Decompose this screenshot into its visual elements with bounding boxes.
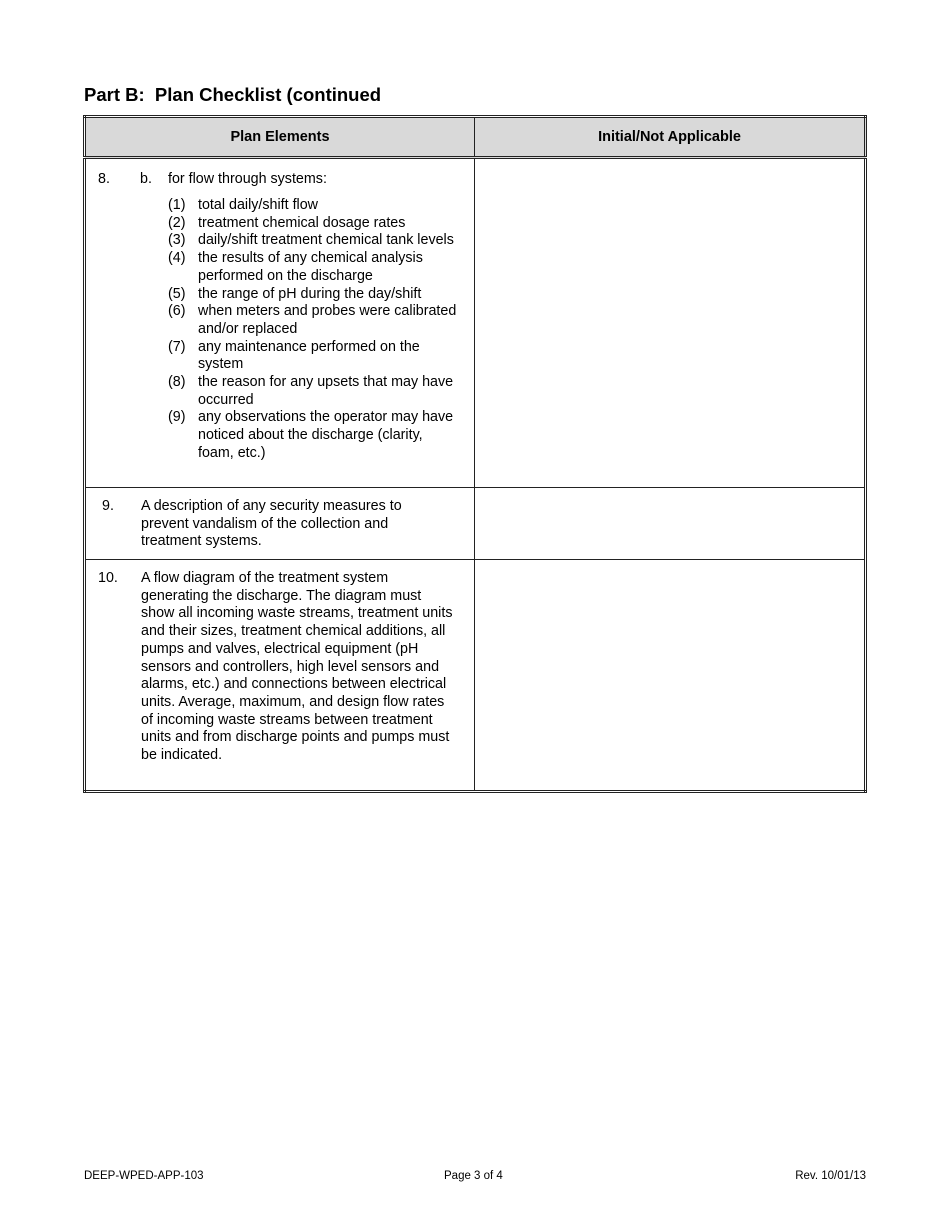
table-row bbox=[85, 158, 866, 488]
plan-element-cell bbox=[85, 488, 475, 560]
initial-header: Initial/Not Applicable bbox=[475, 117, 866, 158]
item-description: A flow diagram of the treatment system generating the discharge. The diagram must show all incoming waste streams, treatment units and their sizes, treatment chemical additions, all pumps and valves, electrical equipment (pH sensors and controllers, high level sensors and alarms, etc.) and connections between electrical units. Average, maximum, and design flow rates of incoming waste streams between treatment units and from discharge points and pumps must be indicated. bbox=[141, 570, 453, 764]
list-item: (7) any maintenance performed on the system bbox=[168, 338, 420, 373]
plan-element-cell bbox=[85, 560, 475, 792]
revision-date: Rev. 10/01/13 bbox=[795, 1170, 866, 1182]
list-item: (6) when meters and probes were calibrated and/or replaced bbox=[168, 303, 457, 337]
list-item: (1) total daily/shift flow bbox=[168, 197, 318, 213]
table-row bbox=[85, 560, 866, 792]
form-id: DEEP-WPED-APP-103 bbox=[84, 1170, 204, 1182]
list-item: (2) treatment chemical dosage rates bbox=[168, 214, 406, 231]
initial-cell[interactable] bbox=[475, 158, 866, 488]
list-item: (8) the reason for any upsets that may have occurred bbox=[168, 374, 454, 408]
initial-cell[interactable] bbox=[475, 488, 866, 560]
plan-elements-header: Plan Elements bbox=[85, 117, 475, 158]
plan-element-cell bbox=[85, 158, 475, 488]
flow-through-list bbox=[168, 197, 458, 463]
initial-cell[interactable] bbox=[475, 560, 866, 792]
section-heading: Part B: Plan Checklist (continued bbox=[84, 84, 382, 105]
list-item: (5) the range of pH during the day/shift bbox=[168, 285, 422, 302]
table-row bbox=[85, 488, 866, 560]
sub-item-intro: for flow through systems: bbox=[168, 171, 327, 187]
item-description: A description of any security measures to prevent vandalism of the collection and treatment systems. bbox=[141, 498, 402, 550]
page-number: Page 3 of 4 bbox=[444, 1170, 503, 1182]
list-item: (9) any observations the operator may have noticed about the discharge (clarity, foam, etc.) bbox=[168, 409, 454, 461]
item-number: 8. bbox=[98, 171, 110, 187]
plan-checklist-table bbox=[83, 115, 867, 793]
table-header-row bbox=[85, 117, 866, 158]
item-number: 10. bbox=[98, 570, 118, 586]
list-item: (4) the results of any chemical analysis performed on the discharge bbox=[168, 250, 423, 284]
item-number: 9. bbox=[102, 498, 114, 514]
sub-item-letter: b. bbox=[140, 171, 152, 187]
list-item: (3) daily/shift treatment chemical tank levels bbox=[168, 232, 454, 249]
